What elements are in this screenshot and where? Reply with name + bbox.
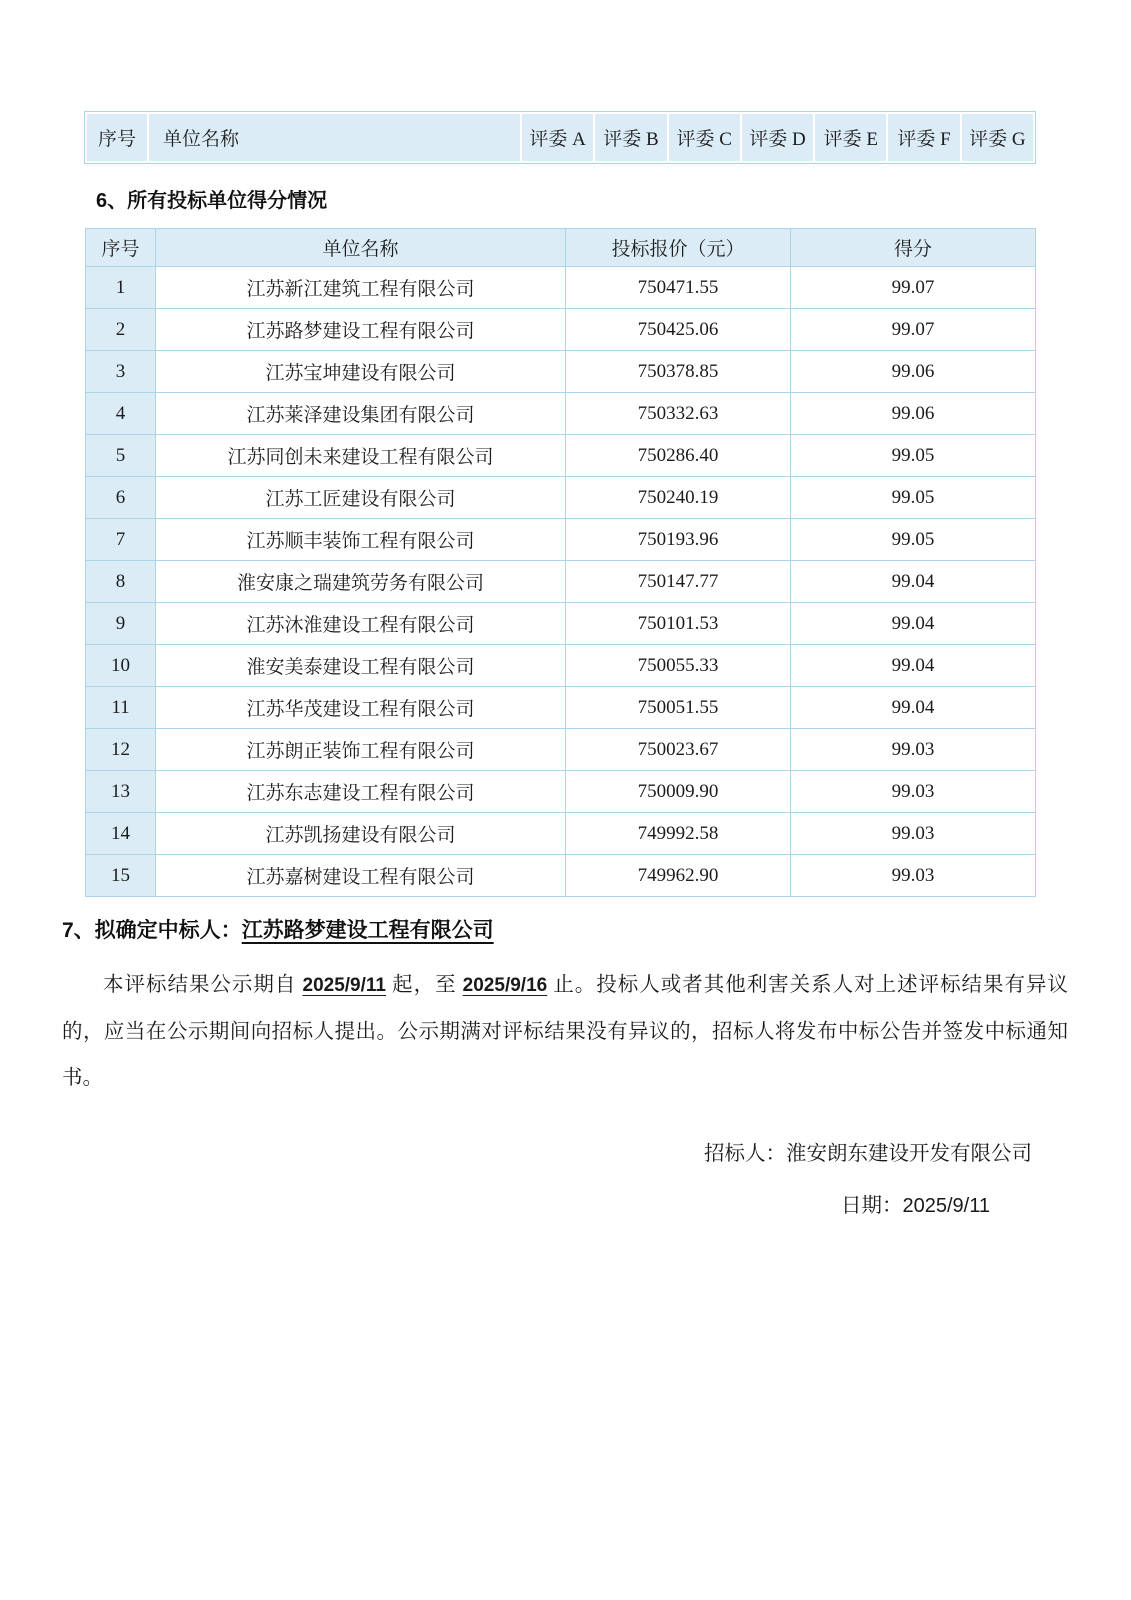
score-cell: 99.04	[791, 645, 1036, 687]
bidder-row	[86, 813, 1036, 855]
bid-price-cell: 750147.77	[566, 561, 791, 603]
notice-text-2: 起，至	[385, 974, 463, 996]
bid-price-cell: 750101.53	[566, 603, 791, 645]
bidder-row	[86, 393, 1036, 435]
bidder-row	[86, 603, 1036, 645]
row-number-cell: 3	[86, 351, 156, 393]
bidder-row	[86, 477, 1036, 519]
scores-header-cell-2: 投标报价（元）	[566, 229, 791, 267]
scores-header-cell-0: 序号	[86, 229, 156, 267]
bidder-row	[86, 561, 1036, 603]
score-cell: 99.04	[791, 603, 1036, 645]
company-name-cell: 淮安康之瑞建筑劳务有限公司	[156, 561, 566, 603]
bid-price-cell: 750425.06	[566, 309, 791, 351]
judges-header-cell-7: 评委 F	[887, 113, 960, 162]
score-cell: 99.05	[791, 519, 1036, 561]
judges-score-table	[85, 112, 1035, 163]
row-number-cell: 9	[86, 603, 156, 645]
bid-price-cell: 750378.85	[566, 351, 791, 393]
score-cell: 99.06	[791, 351, 1036, 393]
score-cell: 99.03	[791, 813, 1036, 855]
bid-price-cell: 750055.33	[566, 645, 791, 687]
row-number-cell: 14	[86, 813, 156, 855]
row-number-cell: 1	[86, 267, 156, 309]
score-cell: 99.03	[791, 855, 1036, 897]
score-cell: 99.07	[791, 267, 1036, 309]
scores-header-cell-3: 得分	[791, 229, 1036, 267]
judges-table-header-row	[86, 113, 1034, 162]
company-name-cell: 江苏朗正装饰工程有限公司	[156, 729, 566, 771]
company-name-cell: 江苏宝坤建设有限公司	[156, 351, 566, 393]
row-number-cell: 8	[86, 561, 156, 603]
judges-header-cell-3: 评委 B	[594, 113, 667, 162]
judges-header-cell-0: 序号	[86, 113, 148, 162]
judges-header-cell-4: 评委 C	[668, 113, 741, 162]
bidder-row	[86, 519, 1036, 561]
row-number-cell: 6	[86, 477, 156, 519]
publicity-end-date: 2025/9/16	[462, 975, 548, 996]
company-name-cell: 淮安美泰建设工程有限公司	[156, 645, 566, 687]
score-cell: 99.04	[791, 561, 1036, 603]
company-name-cell: 江苏东志建设工程有限公司	[156, 771, 566, 813]
section7-heading	[62, 914, 494, 944]
publicity-notice-paragraph	[62, 962, 1068, 1101]
bid-price-cell: 750023.67	[566, 729, 791, 771]
judges-header-cell-8: 评委 G	[961, 113, 1034, 162]
score-cell: 99.06	[791, 393, 1036, 435]
company-name-cell: 江苏新江建筑工程有限公司	[156, 267, 566, 309]
company-name-cell: 江苏工匠建设有限公司	[156, 477, 566, 519]
bid-price-cell: 749992.58	[566, 813, 791, 855]
bidder-row	[86, 729, 1036, 771]
row-number-cell: 10	[86, 645, 156, 687]
company-name-cell: 江苏莱泽建设集团有限公司	[156, 393, 566, 435]
bid-price-cell: 750009.90	[566, 771, 791, 813]
bid-price-cell: 749962.90	[566, 855, 791, 897]
winner-company-name: 江苏路梦建设工程有限公司	[241, 919, 494, 942]
company-name-cell: 江苏顺丰装饰工程有限公司	[156, 519, 566, 561]
company-name-cell: 江苏沐淮建设工程有限公司	[156, 603, 566, 645]
row-number-cell: 15	[86, 855, 156, 897]
bid-price-cell: 750051.55	[566, 687, 791, 729]
company-name-cell: 江苏华茂建设工程有限公司	[156, 687, 566, 729]
judges-header-cell-1: 单位名称	[148, 113, 521, 162]
row-number-cell: 7	[86, 519, 156, 561]
notice-text-1: 本评标结果公示期自	[103, 974, 303, 996]
signature-date-value: 2025/9/11	[902, 1195, 990, 1217]
date-signature-line	[841, 1188, 990, 1218]
section6-heading: 6、所有投标单位得分情况	[96, 190, 328, 212]
scores-table-header-row	[86, 229, 1036, 267]
bidder-row	[86, 687, 1036, 729]
judges-header-cell-2: 评委 A	[521, 113, 594, 162]
bidder-row	[86, 351, 1036, 393]
company-name-cell: 江苏嘉树建设工程有限公司	[156, 855, 566, 897]
score-cell: 99.07	[791, 309, 1036, 351]
score-cell: 99.05	[791, 435, 1036, 477]
publicity-start-date: 2025/9/11	[302, 975, 386, 996]
company-name-cell: 江苏同创未来建设工程有限公司	[156, 435, 566, 477]
bidder-row	[86, 309, 1036, 351]
row-number-cell: 5	[86, 435, 156, 477]
bidders-score-table	[85, 228, 1036, 897]
notice-text-3: 止。投标人或者其他利害关系人对上述评标结果有异议的，应当在公示期间向招标人提出。公示期满对评标结果没有异议的，招标人将发布中标公告并签发中标通知书。	[62, 974, 1069, 1089]
score-cell: 99.04	[791, 687, 1036, 729]
company-name-cell: 江苏凯扬建设有限公司	[156, 813, 566, 855]
judges-header-cell-6: 评委 E	[814, 113, 887, 162]
bidder-row	[86, 855, 1036, 897]
winner-label: 7、拟确定中标人：	[62, 919, 242, 942]
company-name-cell: 江苏路梦建设工程有限公司	[156, 309, 566, 351]
row-number-cell: 13	[86, 771, 156, 813]
bid-price-cell: 750286.40	[566, 435, 791, 477]
bidder-row	[86, 267, 1036, 309]
row-number-cell: 2	[86, 309, 156, 351]
row-number-cell: 4	[86, 393, 156, 435]
score-cell: 99.03	[791, 771, 1036, 813]
tenderer-signature-line: 招标人：淮安朗东建设开发有限公司	[704, 1143, 1032, 1165]
judges-header-cell-5: 评委 D	[741, 113, 814, 162]
bid-price-cell: 750332.63	[566, 393, 791, 435]
date-label: 日期：	[841, 1195, 903, 1217]
bid-price-cell: 750240.19	[566, 477, 791, 519]
bid-price-cell: 750471.55	[566, 267, 791, 309]
bidder-row	[86, 435, 1036, 477]
bid-price-cell: 750193.96	[566, 519, 791, 561]
row-number-cell: 11	[86, 687, 156, 729]
row-number-cell: 12	[86, 729, 156, 771]
score-cell: 99.05	[791, 477, 1036, 519]
score-cell: 99.03	[791, 729, 1036, 771]
scores-header-cell-1: 单位名称	[156, 229, 566, 267]
bidder-row	[86, 771, 1036, 813]
bidder-row	[86, 645, 1036, 687]
